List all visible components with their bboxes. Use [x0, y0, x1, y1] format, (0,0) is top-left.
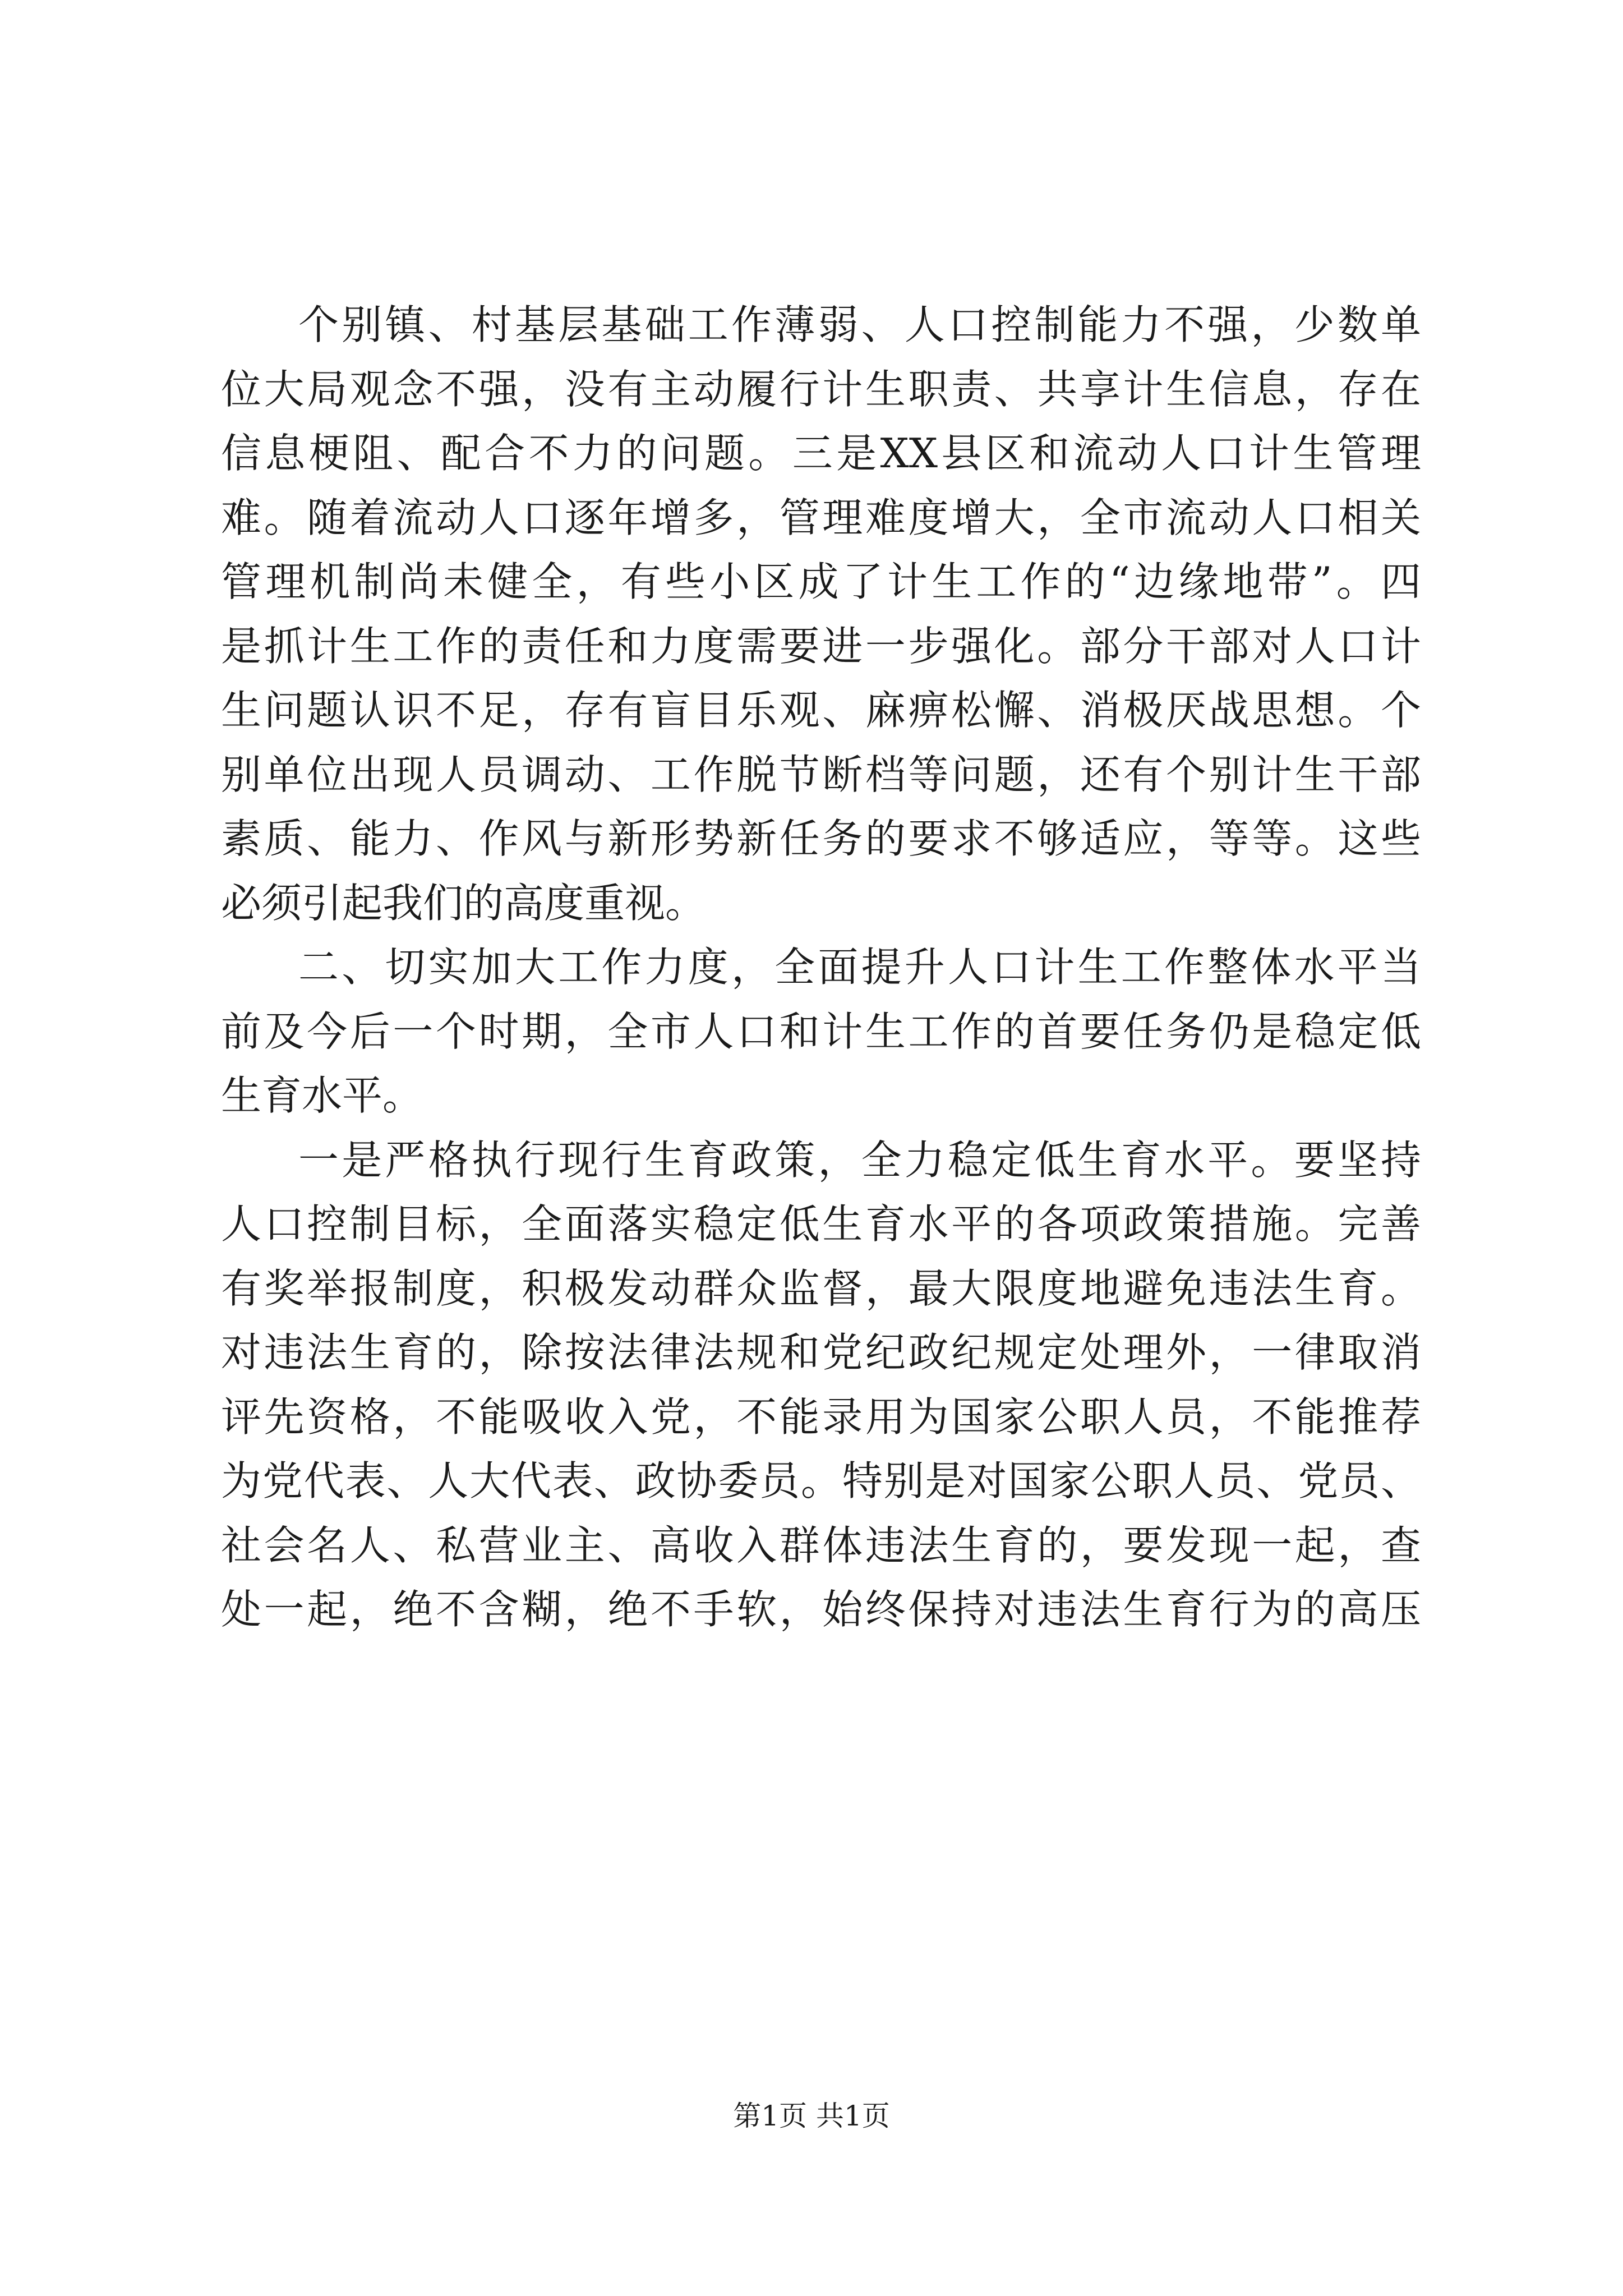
text-line: 别单位出现人员调动、工作脱节断档等问题，还有个别计生干部 — [221, 751, 1421, 798]
text-line: 评先资格，不能吸收入党，不能录用为国家公职人员，不能推荐 — [221, 1393, 1421, 1441]
text-line: 前及今后一个时期，全市人口和计生工作的首要任务仍是稳定低 — [221, 1007, 1421, 1055]
text-line: 社会名人、私营业主、高收入群体违法生育的，要发现一起，查 — [221, 1521, 1421, 1569]
text-line: 处一起，绝不含糊，绝不手软，始终保持对违法生育行为的高压 — [221, 1586, 1421, 1633]
page-footer — [0, 2099, 1623, 2133]
text-line: 必须引起我们的高度重视。 — [221, 879, 706, 927]
text-line: 个别镇、村基层基础工作薄弱、人口控制能力不强，少数单 — [298, 301, 1421, 348]
text-line: 生问题认识不足，存有盲目乐观、麻痹松懈、消极厌战思想。个 — [221, 687, 1421, 734]
text-line: 素质、能力、作风与新形势新任务的要求不够适应，等等。这些 — [221, 815, 1421, 862]
text-line: 生育水平。 — [221, 1072, 423, 1119]
text-line: 对违法生育的，除按法律法规和党纪政纪规定处理外，一律取消 — [221, 1329, 1421, 1376]
text-line: 二、切实加大工作力度，全面提升人口计生工作整体水平当 — [298, 944, 1421, 991]
text-line: 有奖举报制度，积极发动群众监督，最大限度地避免违法生育。 — [221, 1264, 1421, 1312]
body-text — [221, 293, 1421, 1642]
text-line: 是抓计生工作的责任和力度需要进一步强化。部分干部对人口计 — [221, 622, 1421, 670]
text-line: 一是严格执行现行生育政策，全力稳定低生育水平。要坚持 — [298, 1136, 1421, 1184]
text-line: 位大局观念不强，没有主动履行计生职责、共享计生信息，存在 — [221, 365, 1421, 413]
text-line: 信息梗阻、配合不力的问题。三是XX县区和流动人口计生管理 — [221, 430, 1421, 477]
page-number-label: 第1页 共1页 — [733, 2100, 890, 2132]
text-line: 管理机制尚未健全，有些小区成了计生工作的“边缘地带”。四 — [221, 558, 1421, 605]
text-line: 人口控制目标，全面落实稳定低生育水平的各项政策措施。完善 — [221, 1200, 1421, 1248]
text-line: 为党代表、人大代表、政协委员。特别是对国家公职人员、党员、 — [221, 1457, 1421, 1504]
text-line: 难。随着流动人口逐年增多，管理难度增大，全市流动人口相关 — [221, 494, 1421, 541]
